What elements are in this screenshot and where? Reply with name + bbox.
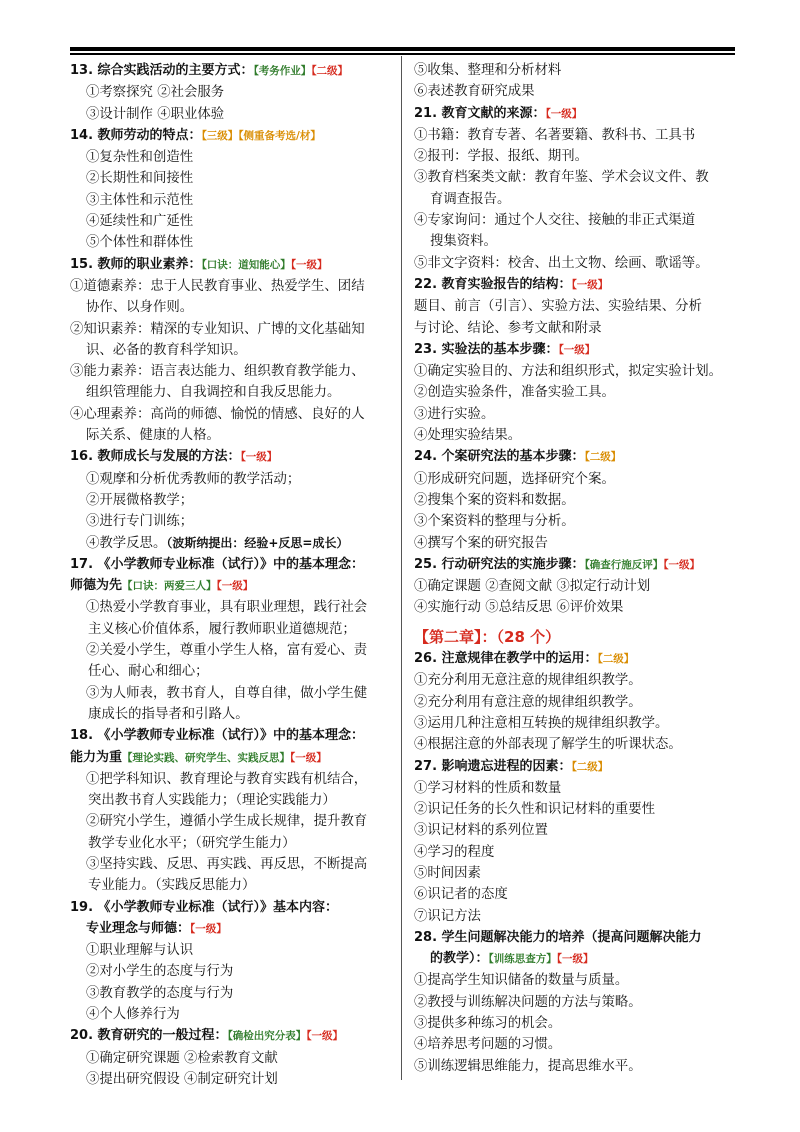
list-item: ④专家询问：通过个人交往、接触的非正式渠道 <box>414 213 696 229</box>
section-title: 21. 教育文献的来源： <box>414 105 546 121</box>
list-item: ③提出研究假设 ④制定研究计划 <box>86 1071 278 1087</box>
section-title: 22. 教育实验报告的结构： <box>414 276 572 292</box>
section-25-heading <box>414 554 736 576</box>
list-item-cont: 专业能力。（实践反思能力） <box>88 878 256 894</box>
list-item: ②关爱小学生，尊重小学生人格，富有爱心、责 <box>86 643 368 659</box>
section-title: 20. 教育研究的一般过程： <box>70 1028 228 1044</box>
chapter-heading: 【第二章】：（28 个） <box>414 627 561 646</box>
section-26-heading <box>414 648 736 670</box>
list-item: ①热爱小学教育事业，具有职业理想，践行社会 <box>86 600 368 616</box>
list-item: ①职业理解与认识 <box>86 943 194 959</box>
level-tag: 【三级】 <box>201 129 239 142</box>
level-tag: 【一级】 <box>558 343 596 356</box>
list-item: ②搜集个案的资料和数据。 <box>414 492 575 508</box>
section-17-subheading <box>70 575 396 597</box>
column-divider <box>401 56 402 1080</box>
list-item: ⑤个体性和群体性 <box>86 235 194 251</box>
list-item: ④根据注意的外部表现了解学生的听课状态。 <box>414 737 682 753</box>
section-16-heading <box>70 446 396 468</box>
list-item: ①复杂性和创造性 <box>86 150 194 166</box>
paragraph-line: 与讨论、结论、参考文献和附录 <box>414 320 602 336</box>
mnemonic-tag: 【口诀：道知能心】 <box>201 258 291 271</box>
section-title: 15. 教师的职业素养： <box>70 256 202 272</box>
list-item: ⑥识记者的态度 <box>414 887 508 903</box>
list-item: ①提高学生知识储备的数量与质量。 <box>414 973 629 989</box>
list-item: ⑤收集、整理和分析材料 <box>414 63 562 78</box>
list-item <box>70 533 396 554</box>
list-item: ④处理实验结果。 <box>414 428 522 444</box>
list-item: ①把学科知识、教育理论与教育实践有机结合， <box>86 771 368 787</box>
mnemonic-tag: 【理论实践、研究学生、实践反思】 <box>122 751 291 764</box>
section-18-subheading <box>70 747 396 769</box>
section-17-heading: 17. 《小学教师专业标准（试行）》中的基本理念： <box>70 556 365 572</box>
list-item-cont: 教学专业化水平；（研究学生能力） <box>88 835 296 851</box>
list-item: ③识记材料的系列位置 <box>414 823 548 839</box>
list-item: ⑤时间因素 <box>414 865 481 881</box>
list-item-cont: 任心、耐心和细心； <box>88 664 209 680</box>
level-tag: 【一级】 <box>290 258 328 271</box>
level-tag: 【一级】 <box>240 451 278 464</box>
list-item: ②识记任务的长久性和识记材料的重要性 <box>414 802 656 818</box>
mnemonic-tag: 【确查行施反评】 <box>584 558 664 571</box>
list-item: ②创造实验条件，准备实验工具。 <box>414 385 615 401</box>
list-item: ④撰写个案的研究报告 <box>414 535 548 551</box>
list-item: ①道德素养：忠于人民教育事业、热爱学生、团结 <box>70 278 365 294</box>
list-item: ②研究小学生，遵循小学生成长规律，提升教育 <box>86 814 368 830</box>
level-tag: 【一级】 <box>190 922 227 935</box>
level-tag: 【二级】 <box>311 65 349 77</box>
list-item: ①确定实验目的、方法和组织形式，拟定实验计划。 <box>414 364 722 380</box>
level-tag: 【一级】 <box>663 558 701 571</box>
list-item-cont: 组织管理能力、自我调控和自我反思能力。 <box>86 385 341 401</box>
list-item-cont: 突出教书育人实践能力；（理论实践能力） <box>88 793 336 809</box>
header-rule-thin <box>70 53 735 55</box>
section-subtitle: 能力为重 <box>70 749 123 765</box>
section-title: 27. 影响遗忘进程的因素： <box>414 758 572 774</box>
list-item: ①书籍：教育专著、名著要籍、教科书、工具书 <box>414 127 696 143</box>
section-13-heading <box>70 60 396 82</box>
list-item: ④实施行动 ⑤总结反思 ⑥评价效果 <box>414 600 624 616</box>
header-rule-thick <box>70 47 735 51</box>
list-item: ③为人师表，教书育人，自尊自律，做小学生健 <box>86 685 368 701</box>
mnemonic-tag: 【考务作业】 <box>253 65 312 77</box>
list-item: ②教授与训练解决问题的方法与策略。 <box>414 994 642 1010</box>
section-title: 16. 教师成长与发展的方法： <box>70 449 241 465</box>
list-item: ①学习材料的性质和数量 <box>414 780 562 796</box>
list-item: ①确定研究课题 ②检索教育文献 <box>86 1050 278 1066</box>
section-title: 13. 综合实践活动的主要方式： <box>70 63 254 78</box>
list-item: ③提供多种练习的机会。 <box>414 1016 562 1032</box>
section-20-heading <box>70 1025 396 1047</box>
list-item: ④延续性和广延性 <box>86 214 194 230</box>
section-title: 的教学）： <box>430 951 489 967</box>
level-tag: 【二级】 <box>571 760 609 773</box>
level-tag: 【一级】 <box>556 953 594 966</box>
section-28-heading: 28. 学生问题解决能力的培养（提高问题解决能力 <box>414 929 702 945</box>
list-item-cont: 育调查报告。 <box>430 191 511 207</box>
level-tag: 【一级】 <box>216 580 254 593</box>
list-item: ③运用几种注意相互转换的规律组织教学。 <box>414 715 669 731</box>
section-18-heading: 18. 《小学教师专业标准（试行）》中的基本理念： <box>70 728 365 744</box>
paragraph-line: 题目、前言（引言）、实验方法、实验结果、分析 <box>414 299 702 315</box>
list-item: ④学习的程度 <box>414 844 495 860</box>
level-tag: 【一级】 <box>571 278 609 291</box>
section-24-heading <box>414 446 736 468</box>
list-item: ③设计制作 ④职业体验 <box>86 106 225 122</box>
right-column <box>414 60 736 1077</box>
list-item: ④个人修养行为 <box>86 1007 180 1023</box>
list-item: ⑥表述教育研究成果 <box>414 84 535 100</box>
section-14-heading <box>70 125 396 147</box>
level-tag: 【一级】 <box>306 1030 344 1043</box>
list-item: ⑤训练逻辑思维能力，提高思维水平。 <box>414 1058 642 1074</box>
list-item: ②报刊：学报、报纸、期刊。 <box>414 149 589 165</box>
list-item: ③教育档案类文献：教育年鉴、学术会议文件、教 <box>414 170 709 186</box>
list-item-cont: 际关系、健康的人格。 <box>86 428 220 444</box>
section-title: 25. 行动研究法的实施步骤： <box>414 556 585 572</box>
list-item-cont: 搜集资料。 <box>430 234 497 250</box>
list-item: ⑦识记方法 <box>414 908 481 924</box>
list-item: ①确定课题 ②查阅文献 ③拟定行动计划 <box>414 579 651 595</box>
list-item-cont: 康成长的指导者和引路人。 <box>88 706 249 722</box>
list-item: ③能力素养：语言表达能力、组织教育教学能力、 <box>70 364 365 380</box>
section-title: 23. 实验法的基本步骤： <box>414 341 559 357</box>
list-item: ②对小学生的态度与行为 <box>86 964 234 980</box>
section-19-heading: 19. 《小学教师专业标准（试行）》基本内容： <box>70 899 339 915</box>
section-title: 24. 个案研究法的基本步骤： <box>414 449 585 465</box>
list-item: ②开展微格教学； <box>86 492 194 508</box>
section-28-heading-cont <box>414 948 736 970</box>
list-item: ①充分利用无意注意的规律组织教学。 <box>414 673 642 689</box>
level-tag: 【二级】 <box>584 451 622 464</box>
left-column <box>70 60 396 1090</box>
list-item: ④心理素养：高尚的师德、愉悦的情感、良好的人 <box>70 406 365 422</box>
focus-tag: 【侧重备考选/材】 <box>238 129 321 142</box>
list-item: ④培养思考问题的习惯。 <box>414 1037 562 1053</box>
list-item: ③个案资料的整理与分析。 <box>414 514 575 530</box>
level-tag: 【一级】 <box>545 107 583 120</box>
list-item: ①考察探究 ②社会服务 <box>86 85 225 101</box>
list-item: ②充分利用有意注意的规律组织教学。 <box>414 694 642 710</box>
list-item-cont: 识、必备的教育科学知识。 <box>86 342 247 358</box>
list-item: ②长期性和间接性 <box>86 171 194 187</box>
list-item: ③进行实验。 <box>414 406 495 422</box>
list-item: ①形成研究问题，选择研究个案。 <box>414 471 615 487</box>
list-item: ③主体性和示范性 <box>86 192 194 208</box>
level-tag: 【一级】 <box>290 751 327 764</box>
section-22-heading <box>414 274 736 296</box>
mnemonic-tag: 【口诀：两爱三人】 <box>122 580 217 593</box>
list-item-cont: 主义核心价值体系，履行教师职业道德规范； <box>88 621 356 637</box>
list-item-text: ④教学反思。 <box>86 535 167 551</box>
formula-note: （波斯纳提出：经验+反思=成长） <box>166 535 349 550</box>
section-subtitle: 专业理念与师德： <box>86 920 191 936</box>
section-23-heading <box>414 339 736 361</box>
list-item: ②知识素养：精深的专业知识、广博的文化基础知 <box>70 321 365 337</box>
section-19-subheading <box>70 918 396 940</box>
list-item: ①观摩和分析优秀教师的教学活动； <box>86 471 301 487</box>
list-item-cont: 协作、以身作则。 <box>86 300 194 316</box>
section-title: 26. 注意规律在教学中的运用： <box>414 651 598 667</box>
section-subtitle: 师德为先 <box>70 578 123 594</box>
section-21-heading <box>414 103 736 125</box>
list-item: ⑤非文字资料：校舍、出土文物、绘画、歌谣等。 <box>414 255 709 271</box>
list-item: ③坚持实践、反思、再实践、再反思，不断提高 <box>86 856 368 872</box>
level-tag: 【二级】 <box>597 653 635 666</box>
mnemonic-tag: 【确检出究分表】 <box>227 1030 307 1043</box>
section-15-heading <box>70 254 396 276</box>
section-27-heading <box>414 756 736 778</box>
list-item: ③进行专门训练； <box>86 514 194 530</box>
section-title: 14. 教师劳动的特点： <box>70 127 202 143</box>
list-item: ③教育教学的态度与行为 <box>86 985 234 1001</box>
mnemonic-tag: 【训练思查方】 <box>488 953 557 966</box>
